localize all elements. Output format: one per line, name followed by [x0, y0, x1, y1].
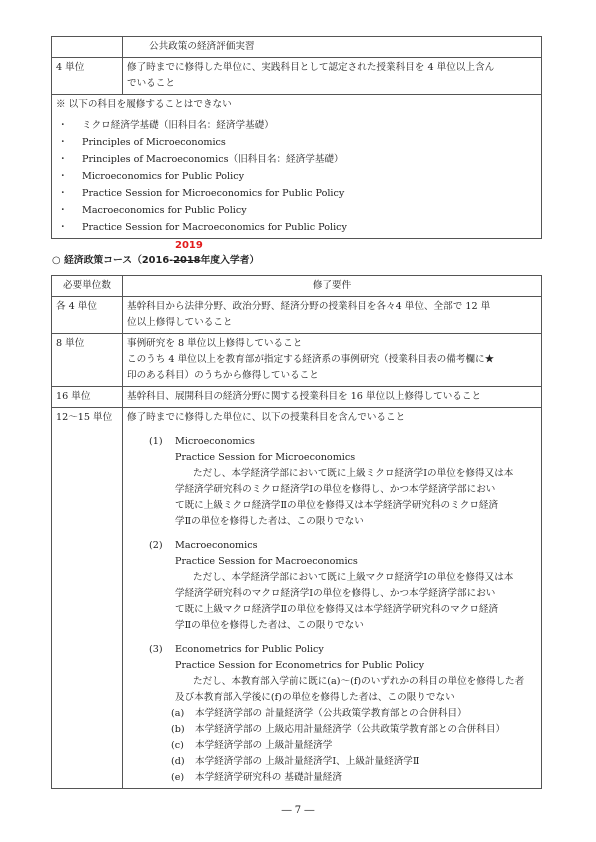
header-requirements: 修了要件 [123, 276, 542, 297]
bullet-icon: ・ [58, 205, 68, 216]
table-row: 12～15 単位 修了時までに修得した単位に、以下の授業科目を含んでいること (1) Microeconomics Practice Session for Microeconomics ただし、本学経済学部において既に上級ミクロ経済学Ⅰの単位を修得又は本 学経済学研究科のミクロ経済学Ⅰの単位を修得し、かつ本学経済学部におい て既に上級ミクロ経済学Ⅱの単位を修得又は本学経済学研究科のミクロ経済 学Ⅱの単位を修得した者は、この限りでない (2) Macroeconomics Practice Session for Macroeconomics ただし、本学経済学部において既に上級マクロ経済学Ⅰの単位を修得又は本 学経済学研究科のマクロ経済学Ⅰの単位を修得し、かつ本学経済学部におい て既に上級マクロ経済学Ⅱの単位を修得又は本学経済学研究科のマクロ経済 学Ⅱの単位を修得した者は、この限りでない (3) Econometrics for Public Policy Practice Session for Econometrics for Public Policy ただし、本教育部入学前に既に(a)～(f)のいずれかの科目の単位を修得した者 及び本教育部入学後に(f)の単位を修得した者は、この限りでない (a) 本学経済学部の 計量経済学（公共政策学教育部との合併科目） (b) 本学経済学部の 上級応用計量経済学（公共政策学教育部との合併科目） (c) 本学経済学部の 上級計量経済学 (d) 本学経済学部の 上級計量経済学Ⅰ、上級計量経済学Ⅱ (e) 本学経済学研究科の 基礎計量経済 [52, 408, 542, 789]
top-table [51, 36, 542, 239]
note-title: ※ 以下の科目を履修することはできない [56, 99, 232, 110]
requirements-table [51, 275, 542, 789]
list-item: ・ Principles of Macroeconomics（旧科目名：経済学基礎） [58, 151, 537, 168]
table-cell: 公共政策の経済評価実習 [123, 37, 542, 58]
table-header-row [52, 276, 542, 297]
table-row: 16 単位 基幹科目、展開科目の経済分野に関する授業科目を 16 単位以上修得していること [52, 387, 542, 408]
list-item: ・ Macroeconomics for Public Policy [58, 202, 537, 219]
bullet-icon: ・ [58, 222, 68, 233]
bullet-icon: ・ [58, 171, 68, 182]
unit-cell: 4 単位 [52, 58, 123, 95]
list-item: (e) 本学経済学研究科の 基礎計量経済 [171, 772, 342, 783]
revised-year-annotation: 2019 [175, 240, 203, 251]
bullet-icon: ・ [58, 137, 68, 148]
table-row: 各 4 単位 基幹科目から法律分野、政治分野、経済分野の授業科目を各々4 単位、全部で 12 単 位以上修得していること [52, 297, 542, 334]
bullet-icon: ・ [58, 188, 68, 199]
list-item: (a) 本学経済学部の 計量経済学（公共政策学教育部との合併科目） [171, 708, 467, 719]
table-cell: 修了時までに修得した単位に、実践科目として認定された授業科目を 4 単位以上含ん でいること [123, 58, 542, 95]
circle-marker-icon: ○ [52, 255, 61, 266]
note-cell [52, 95, 542, 239]
list-item: ・ Practice Session for Macroeconomics for Public Policy [58, 219, 537, 236]
course-group-3: (3) Econometrics for Public Policy [149, 644, 324, 655]
header-units: 必要単位数 [52, 276, 123, 297]
course-group-1: (1) Microeconomics [149, 436, 255, 447]
list-item: ・ Practice Session for Microeconomics for Public Policy [58, 185, 537, 202]
list-item: ・ ミクロ経済学基礎（旧科目名：経済学基礎） [58, 117, 537, 134]
excluded-course-list [56, 117, 537, 236]
table-row: 8 単位 事例研究を 8 単位以上修得していること このうち 4 単位以上を教育部が指定する経済系の事例研究（授業科目表の備考欄に★ 印のある科目）のうちから修得していること [52, 334, 542, 387]
course-group-2: (2) Macroeconomics [149, 540, 258, 551]
list-item: (c) 本学経済学部の 上級計量経済学 [171, 740, 333, 751]
page-number: ― 7 ― [281, 805, 315, 816]
list-item: (d) 本学経済学部の 上級計量経済学Ⅰ、上級計量経済学Ⅱ [171, 756, 420, 767]
list-item: (b) 本学経済学部の 上級応用計量経済学（公共政策学教育部との合併科目） [171, 724, 506, 735]
bullet-icon: ・ [58, 120, 68, 131]
section-heading: ○ 経済政策コース（2016-2018年度入学者） [52, 255, 260, 266]
table-row [52, 95, 542, 239]
table-row [52, 58, 542, 95]
table-row [52, 37, 542, 58]
bullet-icon: ・ [58, 154, 68, 165]
list-item: ・ Principles of Microeconomics [58, 134, 537, 151]
list-item: ・ Microeconomics for Public Policy [58, 168, 537, 185]
struck-year: 2018 [173, 255, 201, 266]
